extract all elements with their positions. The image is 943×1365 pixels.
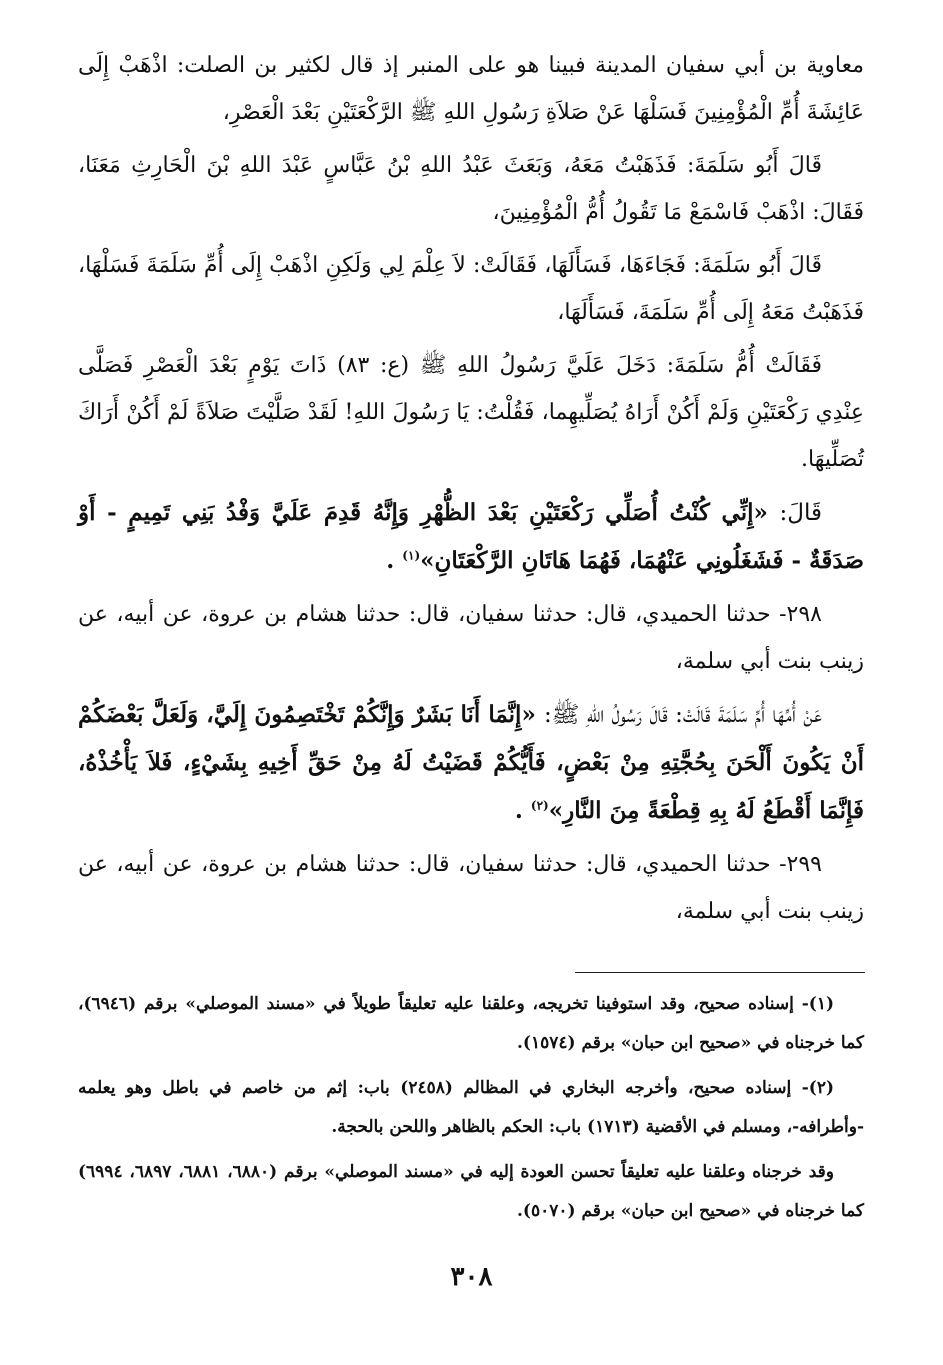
isnad-298: ٢٩٨- حدثنا الحميدي، قال: حدثنا سفيان، قال: حدثنا هشام بن عروة، عن أبيه، عن زينب بنت أبي سلمة،: [78, 602, 864, 674]
footnote-marker-1: (١): [402, 548, 421, 563]
paragraph-abu-salama-2: قَالَ أَبُو سَلَمَةَ: فَجَاءَهَا، فَسَأَلَهَا، فَقَالَتْ: لاَ عِلْمَ لِي وَلَكِنِ اذْهَبْ إِلَى أُمِّ سَلَمَةَ فَسَلْهَا، فَذَهَبْتُ مَعَهُ إِلَى أُمِّ سَلَمَةَ، فَسَأَلَهَا،: [78, 253, 864, 325]
paragraph-continuation: معاوية بن أبي سفيان المدينة فبينا هو على المنبر إذ قال لكثير بن الصلت: اذْهَبْ إِلَى عَائِشَةَ أُمِّ الْمُؤْمِنِينَ فَسَلْهَا عَنْ صَلاَةِ رَسُولِ اللهِ ﷺ الرَّكْعَتَيْنِ بَعْدَ الْعَصْرِ،: [78, 53, 864, 125]
footnote-separator: [575, 972, 865, 973]
main-text: [78, 42, 864, 935]
paragraph-umm-salama: فَقَالَتْ أُمُّ سَلَمَةَ: دَخَلَ عَلَيَّ رَسُولُ اللهِ ﷺ (ع: ٨٣) ذَاتَ يَوْمٍ بَعْدَ الْعَصْرِ فَصَلَّى عِنْدِي رَكْعَتَيْنِ وَلَمْ أَكُنْ أَرَاهُ يُصَلِّيهِما، فَقُلْتُ: يَا رَسُولَ اللهِ! لَقَدْ صَلَّيْتَ صَلاَةً لَمْ أَكُنْ أَرَاكَ تُصَلِّيهَا.: [78, 353, 864, 472]
hadith-text-2: [78, 691, 864, 835]
footnote-1: (١)- إسناده صحيح، وقد استوفينا تخريجه، وعلقنا عليه تعليقاً طويلاً في «مسند الموصلي» برقم (٦٩٤٦)، كما خرجناه في «صحيح ابن حبان» برقم (١٥٧٤).: [78, 994, 864, 1053]
footnotes: [78, 985, 864, 1237]
hadith-lead-1: قَالَ:: [779, 500, 822, 526]
hadith-end-1: .: [386, 547, 395, 574]
paragraph-abu-salama-1: قَالَ أَبُو سَلَمَةَ: فَذَهَبْتُ مَعَهُ، وَبَعَثَ عَبْدُ اللهِ بْنُ عَبَّاسٍ عَبْدَ اللهِ بْنَ الْحَارِثِ مَعَنَا، فَقَالَ: اذْهَبْ فَاسْمَعْ مَا تَقُولُ أُمُّ الْمُؤْمِنِينَ،: [78, 153, 864, 225]
hadith-text-1: [78, 489, 864, 585]
page-number: ٣٠٨: [450, 1262, 493, 1292]
hadith-end-2: .: [514, 797, 523, 824]
hadith-quote-1: «إِنِّي كُنْتُ أُصَلِّي رَكْعَتَيْنِ بَعْدَ الظُّهْرِ وَإِنَّهُ قَدِمَ عَلَيَّ وَفْدُ بَنِي تَمِيمٍ - أَوْ صَدَقَةٌ - فَشَغَلُونِي عَنْهُمَا، فَهُمَا هَاتَانِ الرَّكْعَتَانِ»: [78, 499, 864, 574]
footnote-marker-2: (٢): [530, 798, 549, 813]
hadith-quote-2: «إِنَّمَا أَنَا بَشَرٌ وَإِنَّكُمْ تَخْتَصِمُونَ إِلَيَّ، وَلَعَلَّ بَعْضَكُمْ أَنْ يَكُونَ أَلْحَنَ بِحُجَّتِهِ مِنْ بَعْضٍ، فَأَيُّكُمْ قَضَيْتُ لَهُ مِنْ حَقِّ أَخِيهِ بِشَيْءٍ، فَلاَ يَأْخُذْهُ، فَإِنَّمَا أَقْطَعُ لَهُ بِهِ قِطْعَةً مِنَ النَّارِ»: [78, 701, 864, 824]
isnad-299: ٢٩٩- حدثنا الحميدي، قال: حدثنا سفيان، قال: حدثنا هشام بن عروة، عن أبيه، عن زينب بنت أبي سلمة،: [78, 852, 864, 924]
footnote-3: وقد خرجناه وعلقنا عليه تعليقاً تحسن العودة إليه في «مسند الموصلي» برقم (٦٨٨٠، ٦٨٨١، ٦٨٩٧، ٦٩٩٤) كما خرجناه في «صحيح ابن حبان» برقم (٥٠٧٠).: [78, 1162, 864, 1221]
hadith-lead-2: عَنْ أُمِّهَا أُمِّ سَلَمَةَ قَالَتْ: قَالَ رَسُولُ اللهِ ﷺ:: [543, 702, 822, 728]
footnote-2: (٢)- إسناده صحيح، وأخرجه البخاري في المظالم (٢٤٥٨) باب: إثم من خاصم في باطل وهو يعلمه -وأطرافه-، ومسلم في الأقضية (١٧١٣) باب: الحكم بالظاهر واللحن بالحجة.: [78, 1078, 864, 1137]
